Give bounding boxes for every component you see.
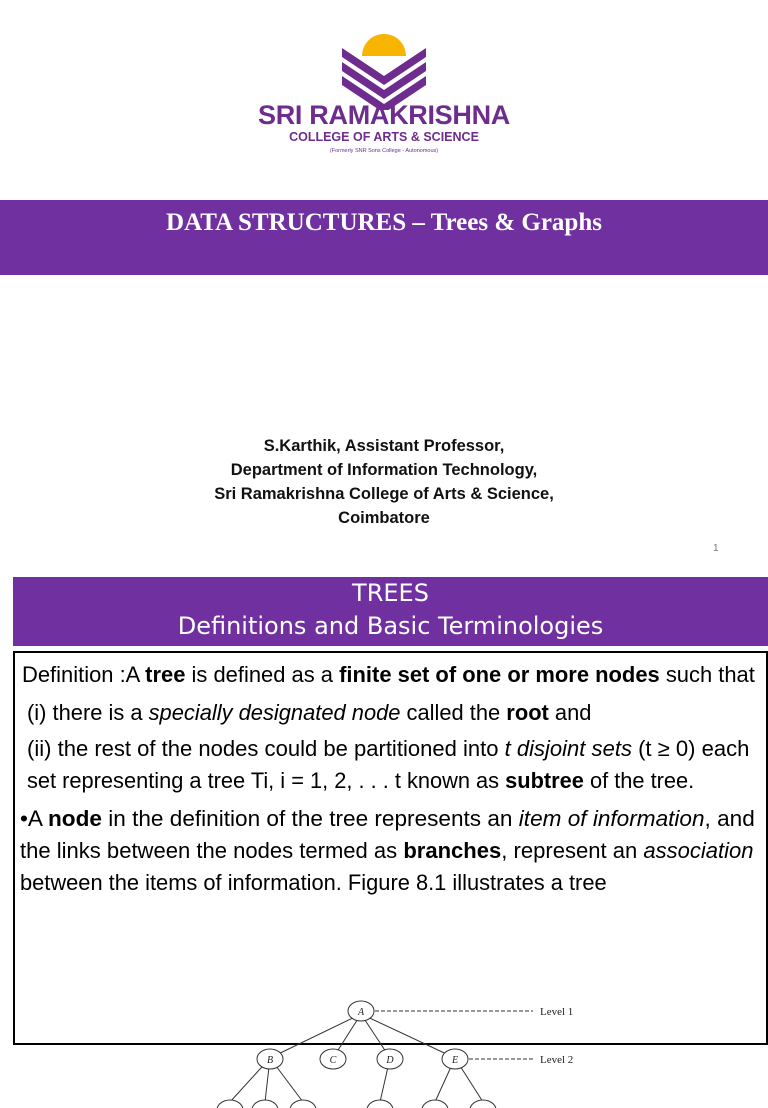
- text-span: (t ≥ 0) each: [631, 736, 750, 761]
- author-line: Coimbatore: [338, 509, 430, 527]
- bold-span: subtree: [505, 768, 584, 793]
- italic-span: t disjoint sets: [504, 736, 632, 761]
- text-span: , and: [704, 806, 755, 831]
- tree-figure: [215, 998, 635, 1108]
- college-logo-icon: [300, 26, 468, 110]
- tree-node: E: [451, 1055, 459, 1066]
- body-line: [27, 699, 591, 727]
- text-span: (ii) the rest of the nodes could be partitioned into: [27, 736, 505, 761]
- bold-span: node: [48, 806, 102, 831]
- bold-span: root: [506, 700, 549, 725]
- text-span: such that: [659, 662, 755, 687]
- bold-span: finite set of one or more nodes: [339, 662, 660, 687]
- section-heading: [13, 577, 768, 646]
- title-band: [0, 200, 768, 275]
- text-span: (i) there is a: [27, 700, 149, 725]
- body-line: [22, 661, 755, 689]
- slide-title: DATA STRUCTURES – Trees & Graphs: [166, 209, 602, 236]
- tree-node-root: A: [357, 1007, 365, 1018]
- author-line: S.Karthik, Assistant Professor,: [263, 437, 505, 455]
- college-note: (Formerly SNR Sons College - Autonomous): [329, 148, 439, 154]
- text-span: , represent an: [501, 838, 644, 863]
- text-span: Definition :A: [22, 662, 146, 687]
- page-number: 1: [713, 543, 719, 554]
- body-line: [27, 735, 749, 763]
- italic-span: item of information: [518, 806, 705, 831]
- text-span: and: [548, 700, 592, 725]
- text-span: between the items of information. Figure 8.1 illustrates a tree: [20, 870, 607, 895]
- tree-node: C: [329, 1055, 337, 1066]
- heading-line-1: TREES: [352, 579, 429, 607]
- trees-slide: [0, 568, 768, 1066]
- text-span: the links between the nodes termed as: [20, 838, 404, 863]
- college-subtitle: COLLEGE OF ARTS & SCIENCE: [289, 130, 479, 144]
- text-span: in the definition of the tree represents an: [101, 806, 519, 831]
- text-span: is defined as a: [185, 662, 340, 687]
- body-line: [20, 837, 754, 865]
- italic-span: association: [643, 838, 754, 863]
- body-line: [27, 767, 694, 795]
- body-line: [20, 805, 755, 833]
- level-2-label: Level 2: [540, 1054, 574, 1066]
- content-box: [13, 651, 768, 1066]
- heading-line-2: Definitions and Basic Terminologies: [177, 612, 604, 640]
- text-span: of the tree.: [583, 768, 695, 793]
- italic-span: specially designated node: [148, 700, 401, 725]
- level-1-label: Level 1: [540, 1006, 574, 1018]
- author-line: Sri Ramakrishna College of Arts & Science,: [214, 485, 554, 503]
- college-name: SRI RAMAKRISHNA: [257, 100, 510, 130]
- author-line: Department of Information Technology,: [230, 461, 538, 479]
- tree-node: B: [266, 1055, 274, 1066]
- bold-span: tree: [145, 662, 186, 687]
- body-line: [20, 869, 607, 897]
- text-span: •A: [20, 806, 49, 831]
- text-span: called the: [400, 700, 507, 725]
- tree-node: D: [386, 1055, 394, 1066]
- author-block: [0, 434, 768, 530]
- bold-span: branches: [403, 838, 502, 863]
- text-span: set representing a tree Ti, i = 1, 2, . . . t known as: [27, 768, 506, 793]
